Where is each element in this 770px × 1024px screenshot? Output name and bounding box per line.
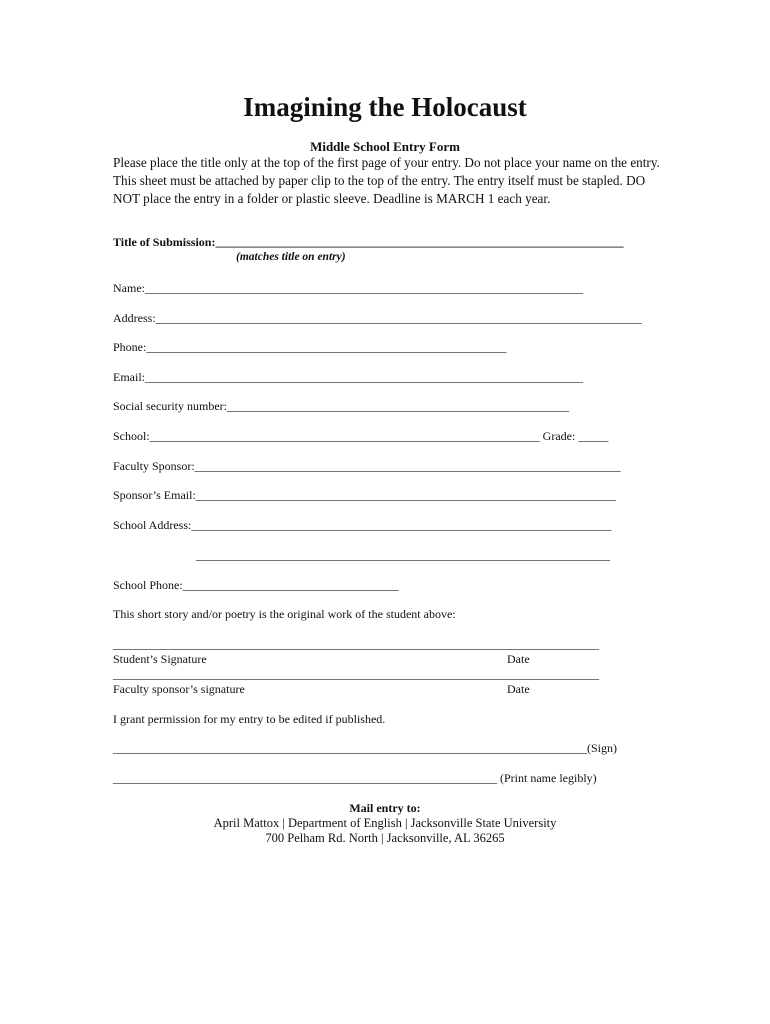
- school-phone-field[interactable]: School Phone:____________________________________: [113, 578, 399, 592]
- address-field[interactable]: Address:_________________________________________________________________________________: [113, 311, 642, 325]
- instructions-paragraph: Please place the title only at the top of the first page of your entry. Do not place your name on the entry. This sheet must be attached by paper clip to the top of the entry. The entry itself must be stapled. DO NOT place the entry in a folder or plastic sleeve. Deadline is MARCH 1 each year.: [113, 155, 660, 206]
- student-date-label: Date: [507, 652, 530, 666]
- page-title: Imagining the Holocaust: [243, 92, 527, 122]
- email-field[interactable]: Email:_________________________________________________________________________: [113, 370, 583, 384]
- original-work-statement: This short story and/or poetry is the original work of the student above:: [113, 607, 456, 621]
- mail-address-line1: April Mattox | Department of English | Jacksonville State University: [213, 816, 557, 830]
- permission-sign-line[interactable]: _______________________________________________________________________________(Sign): [113, 741, 617, 755]
- ssn-field[interactable]: Social security number:_________________________________________________________: [113, 399, 569, 413]
- name-field[interactable]: Name:_________________________________________________________________________: [113, 281, 583, 295]
- sponsor-email-field[interactable]: Sponsor’s Email:______________________________________________________________________: [113, 488, 616, 502]
- phone-field[interactable]: Phone:____________________________________________________________: [113, 340, 507, 354]
- student-signature-line[interactable]: _________________________________________________________________________________: [113, 637, 599, 651]
- submission-title-field[interactable]: [113, 235, 623, 250]
- submission-title-note: (matches title on entry): [236, 251, 346, 263]
- faculty-signature-label: Faculty sponsor’s signature: [113, 682, 245, 696]
- mail-address-line2: 700 Pelham Rd. North | Jacksonville, AL 36265: [265, 831, 505, 845]
- form-subtitle: Middle School Entry Form: [310, 139, 460, 154]
- faculty-date-label: Date: [507, 682, 530, 696]
- mail-heading: Mail entry to:: [349, 801, 421, 815]
- student-signature-label: Student’s Signature: [113, 652, 207, 666]
- permission-statement: I grant permission for my entry to be edited if published.: [113, 712, 386, 726]
- school-address-line2-field[interactable]: _____________________________________________________________________: [196, 548, 610, 562]
- submission-title-label: Title of Submission:: [113, 235, 216, 249]
- school-address-field[interactable]: School Address:______________________________________________________________________: [113, 518, 612, 532]
- faculty-sponsor-field[interactable]: Faculty Sponsor:_______________________________________________________________________: [113, 459, 621, 473]
- print-name-line[interactable]: ________________________________________________________________ (Print name legibly): [113, 771, 597, 785]
- faculty-signature-line[interactable]: _________________________________________________________________________________: [113, 667, 599, 681]
- submission-title-line: ____________________________________________________________________: [215, 235, 624, 249]
- school-field[interactable]: School:_________________________________________________________________ Grade: _____: [113, 429, 609, 443]
